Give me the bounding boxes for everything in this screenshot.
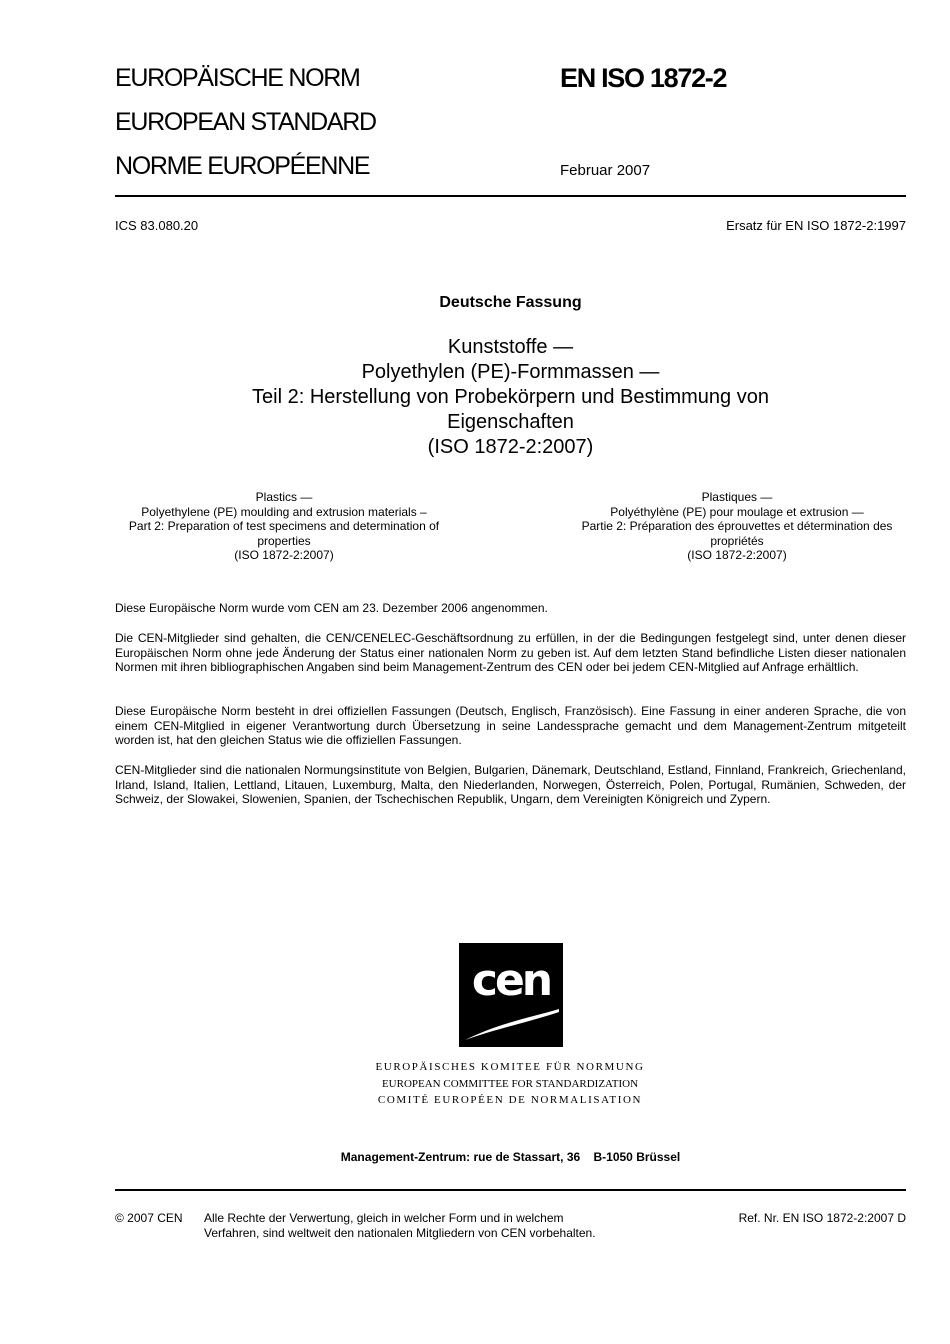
management-address: Management-Zentrum: rue de Stassart, 36 B-1050 Brüssel <box>340 1150 681 1164</box>
standard-number: EN ISO 1872-2 <box>560 63 727 93</box>
title-en-line: Part 2: Preparation of test specimens and determination of <box>128 519 440 533</box>
replaces-note: Ersatz für EN ISO 1872-2:1997 <box>726 218 906 233</box>
title-en-line: Polyethylene (PE) moulding and extrusion materials – <box>141 504 427 519</box>
title-fr-line: Polyéthylène (PE) pour moulage et extrusion — <box>610 504 864 519</box>
paragraph-versions: Diese Europäische Norm besteht in drei offiziellen Fassungen (Deutsch, Englisch, Französisch). Eine Fassung in einer anderen Sprache, die von einem CEN-Mitglied in eigener Verantwortung durch Übersetzung in seine Landessprache gemacht und dem Management-Zentrum mitgeteilt worden ist, hat den gleichen Status wie die offiziellen Fassungen. <box>115 704 906 748</box>
copyright: © 2007 CEN <box>115 1211 183 1225</box>
paragraph-adoption: Diese Europäische Norm wurde vom CEN am 23. Dezember 2006 angenommen. <box>115 601 548 615</box>
title-line: (ISO 1872-2:2007) <box>427 436 594 458</box>
title-fr-line: propriétés <box>710 533 764 548</box>
title-fr-line: (ISO 1872-2:2007) <box>687 548 787 562</box>
title-line: Teil 2: Herstellung von Probekörpern und Bestimmung von <box>252 386 769 408</box>
title-fr-line: Plastiques — <box>701 490 773 504</box>
publication-date: Februar 2007 <box>560 162 651 179</box>
paragraph-members-obligation: Die CEN-Mitglieder sind gehalten, die CEN/CENELEC-Geschäftsordnung zu erfüllen, in der die Bedingungen festgelegt sind, unter denen dieser Europäischen Norm ohne jede Änderung der Status einer nationalen Norm zu geben ist. Auf dem letzten Stand befindliche Listen dieser nationalen Normen mit ihren bibliographischen Angaben sind beim Management-Zentrum des CEN oder bei jedem CEN-Mitglied auf Anfrage erhältlich. <box>115 631 906 675</box>
title-french <box>557 490 917 563</box>
header-divider <box>115 195 906 197</box>
norm-title-fr: NORME EUROPÉENNE <box>115 152 370 180</box>
title-en-line: Plastics — <box>255 490 313 504</box>
paragraph-member-list: CEN-Mitglieder sind die nationalen Normungsinstitute von Belgien, Bulgarien, Dänemark, Deutschland, Estland, Finnland, Frankreich, Griechenland, Irland, Island, Italien, Lettland, Litauen, Luxemburg, Malta, den Niederlanden, Norwegen, Österreich, Polen, Portugal, Rumänien, Schweden, der Schweiz, der Slowakei, Slowenien, Spanien, der Tschechischen Republik, Ungarn, dem Vereinigten Königreich und Zypern. <box>115 763 906 807</box>
title-english <box>104 490 464 563</box>
ics-code: ICS 83.080.20 <box>115 218 199 233</box>
rights-notice <box>204 1211 596 1241</box>
norm-title-en: EUROPEAN STANDARD <box>115 108 376 136</box>
title-line: Polyethylen (PE)-Formmassen — <box>361 361 660 383</box>
title-fr-line: Partie 2: Préparation des éprouvettes et détermination des <box>581 519 893 533</box>
committee-names <box>300 1059 720 1109</box>
version-label: Deutsche Fassung <box>439 294 582 311</box>
footer-divider <box>115 1189 906 1191</box>
committee-name-de: EUROPÄISCHES KOMITEE FÜR NORMUNG <box>375 1061 645 1073</box>
committee-name-fr: COMITÉ EUROPÉEN DE NORMALISATION <box>377 1094 643 1106</box>
cen-logo-text: cen <box>471 955 551 1006</box>
title-line: Kunststoffe — <box>447 336 574 358</box>
committee-name-en: EUROPEAN COMMITTEE FOR STANDARDIZATION <box>381 1077 639 1090</box>
document-title <box>115 335 906 460</box>
reference-number: Ref. Nr. EN ISO 1872-2:2007 D <box>738 1211 906 1225</box>
title-en-line: properties <box>257 533 311 548</box>
cen-logo-mark <box>459 943 563 1047</box>
rights-line: Verfahren, sind weltweit den nationalen Mitgliedern von CEN vorbehalten. <box>204 1226 596 1240</box>
title-line: Eigenschaften <box>447 411 574 433</box>
rights-line: Alle Rechte der Verwertung, gleich in welcher Form und in welchem <box>204 1211 564 1225</box>
cen-logo <box>459 943 563 1047</box>
norm-title-de: EUROPÄISCHE NORM <box>115 64 360 92</box>
title-en-line: (ISO 1872-2:2007) <box>234 548 334 562</box>
cen-logo-swoosh <box>465 1009 559 1040</box>
